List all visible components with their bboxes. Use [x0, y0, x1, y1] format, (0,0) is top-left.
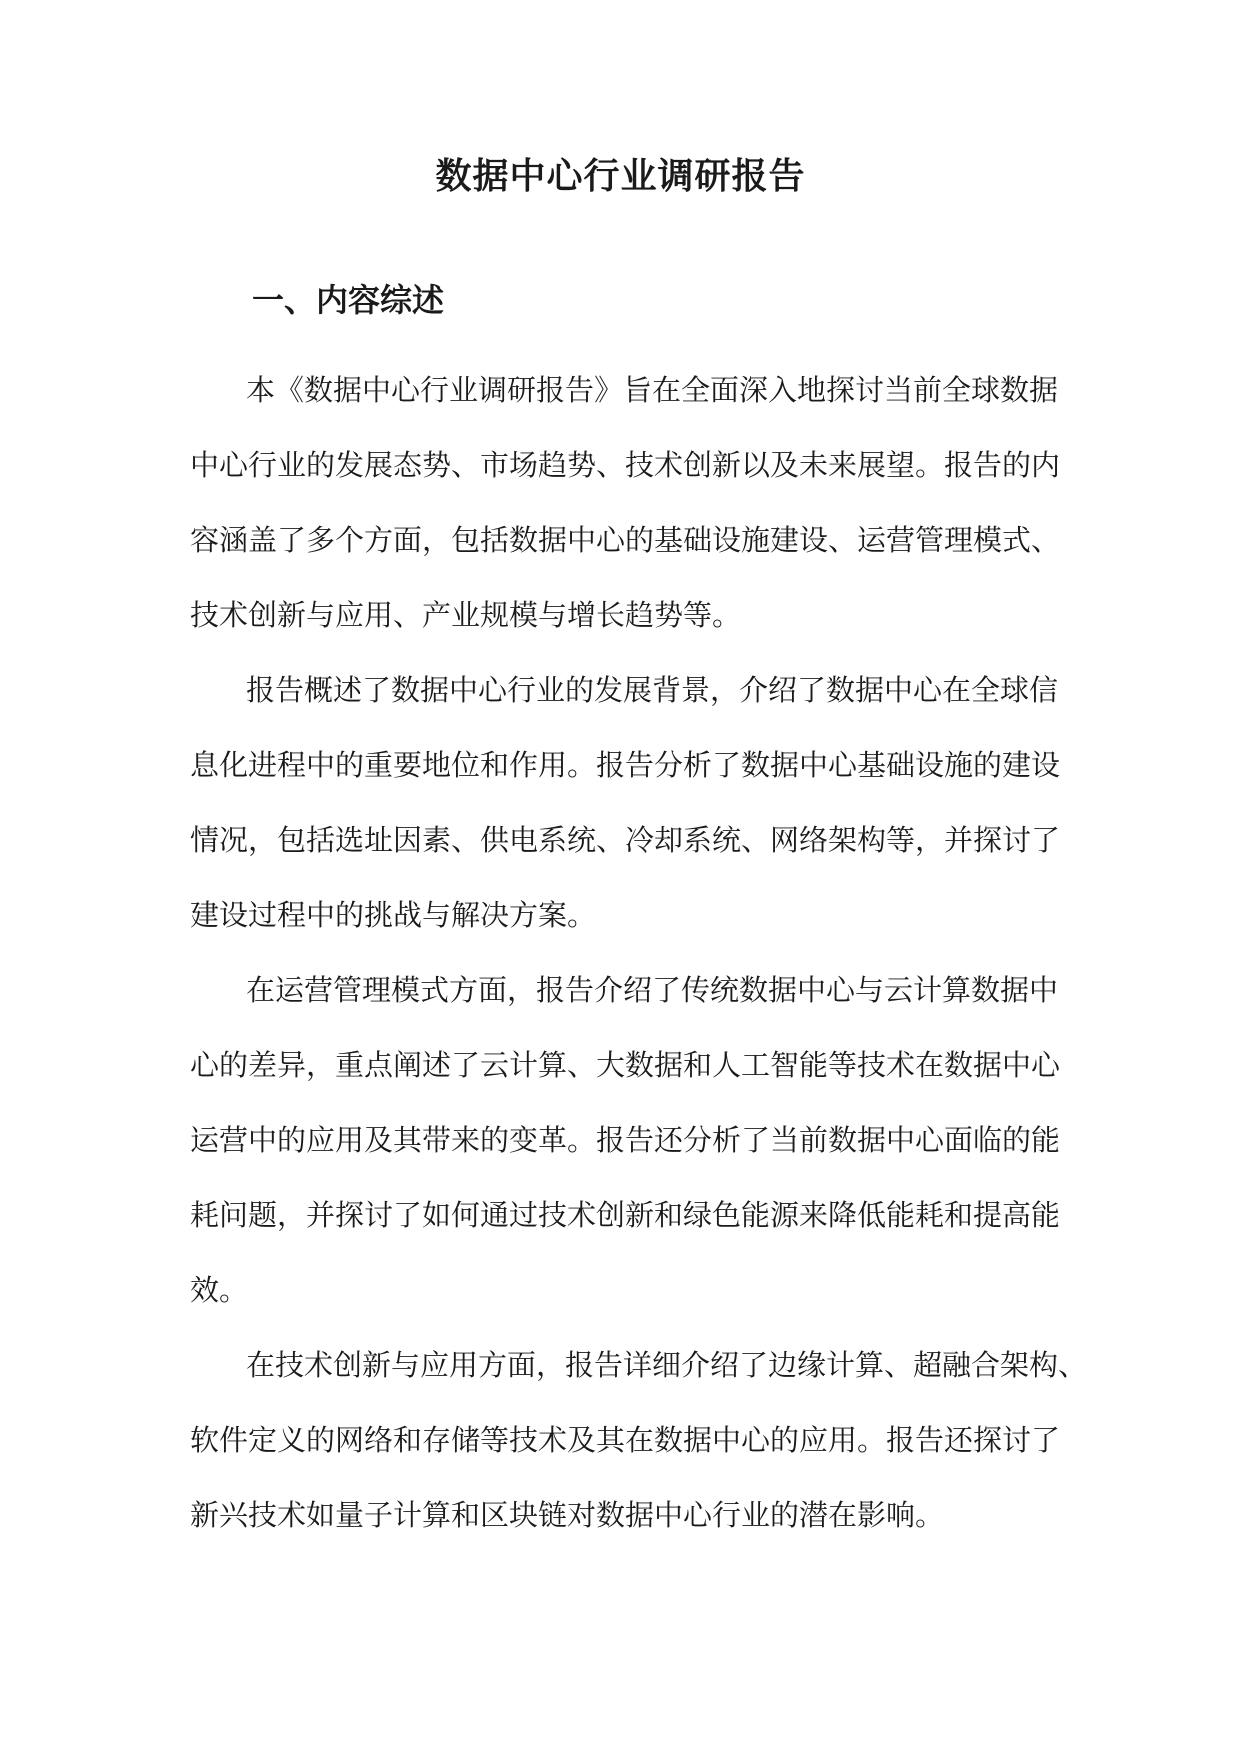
- paragraph-line: 在运营管理模式方面，报告介绍了传统数据中心与云计算数据中: [246, 973, 1059, 1007]
- paragraph-line: 报告概述了数据中心行业的发展背景，介绍了数据中心在全球信: [246, 673, 1059, 707]
- paragraph-line: 软件定义的网络和存储等技术及其在数据中心的应用。报告还探讨了: [190, 1423, 1061, 1457]
- paragraph-line: 息化进程中的重要地位和作用。报告分析了数据中心基础设施的建设: [190, 748, 1061, 782]
- paragraph-line: 效。: [190, 1273, 249, 1307]
- paragraph-line: 本《数据中心行业调研报告》旨在全面深入地探讨当前全球数据: [246, 373, 1059, 407]
- section-heading: 一、内容综述: [252, 281, 445, 319]
- paragraph-line: 耗问题，并探讨了如何通过技术创新和绿色能源来降低能耗和提高能: [190, 1198, 1061, 1232]
- paragraph-line: 建设过程中的挑战与解决方案。: [190, 898, 597, 932]
- paragraph-line: 中心行业的发展态势、市场趋势、技术创新以及未来展望。报告的内: [190, 448, 1061, 482]
- paragraph-line: 运营中的应用及其带来的变革。报告还分析了当前数据中心面临的能: [190, 1123, 1061, 1157]
- paragraph-line: 容涵盖了多个方面，包括数据中心的基础设施建设、运营管理模式、: [190, 523, 1061, 557]
- document-title: 数据中心行业调研报告: [435, 155, 806, 197]
- paragraph-line: 在技术创新与应用方面，报告详细介绍了边缘计算、超融合架构、: [246, 1348, 1088, 1382]
- paragraph-line: 新兴技术如量子计算和区块链对数据中心行业的潜在影响。: [190, 1498, 945, 1532]
- paragraph-line: 情况，包括选址因素、供电系统、冷却系统、网络架构等，并探讨了: [190, 823, 1061, 857]
- paragraph-line: 技术创新与应用、产业规模与增长趋势等。: [190, 598, 742, 632]
- paragraph-line: 心的差异，重点阐述了云计算、大数据和人工智能等技术在数据中心: [190, 1048, 1061, 1082]
